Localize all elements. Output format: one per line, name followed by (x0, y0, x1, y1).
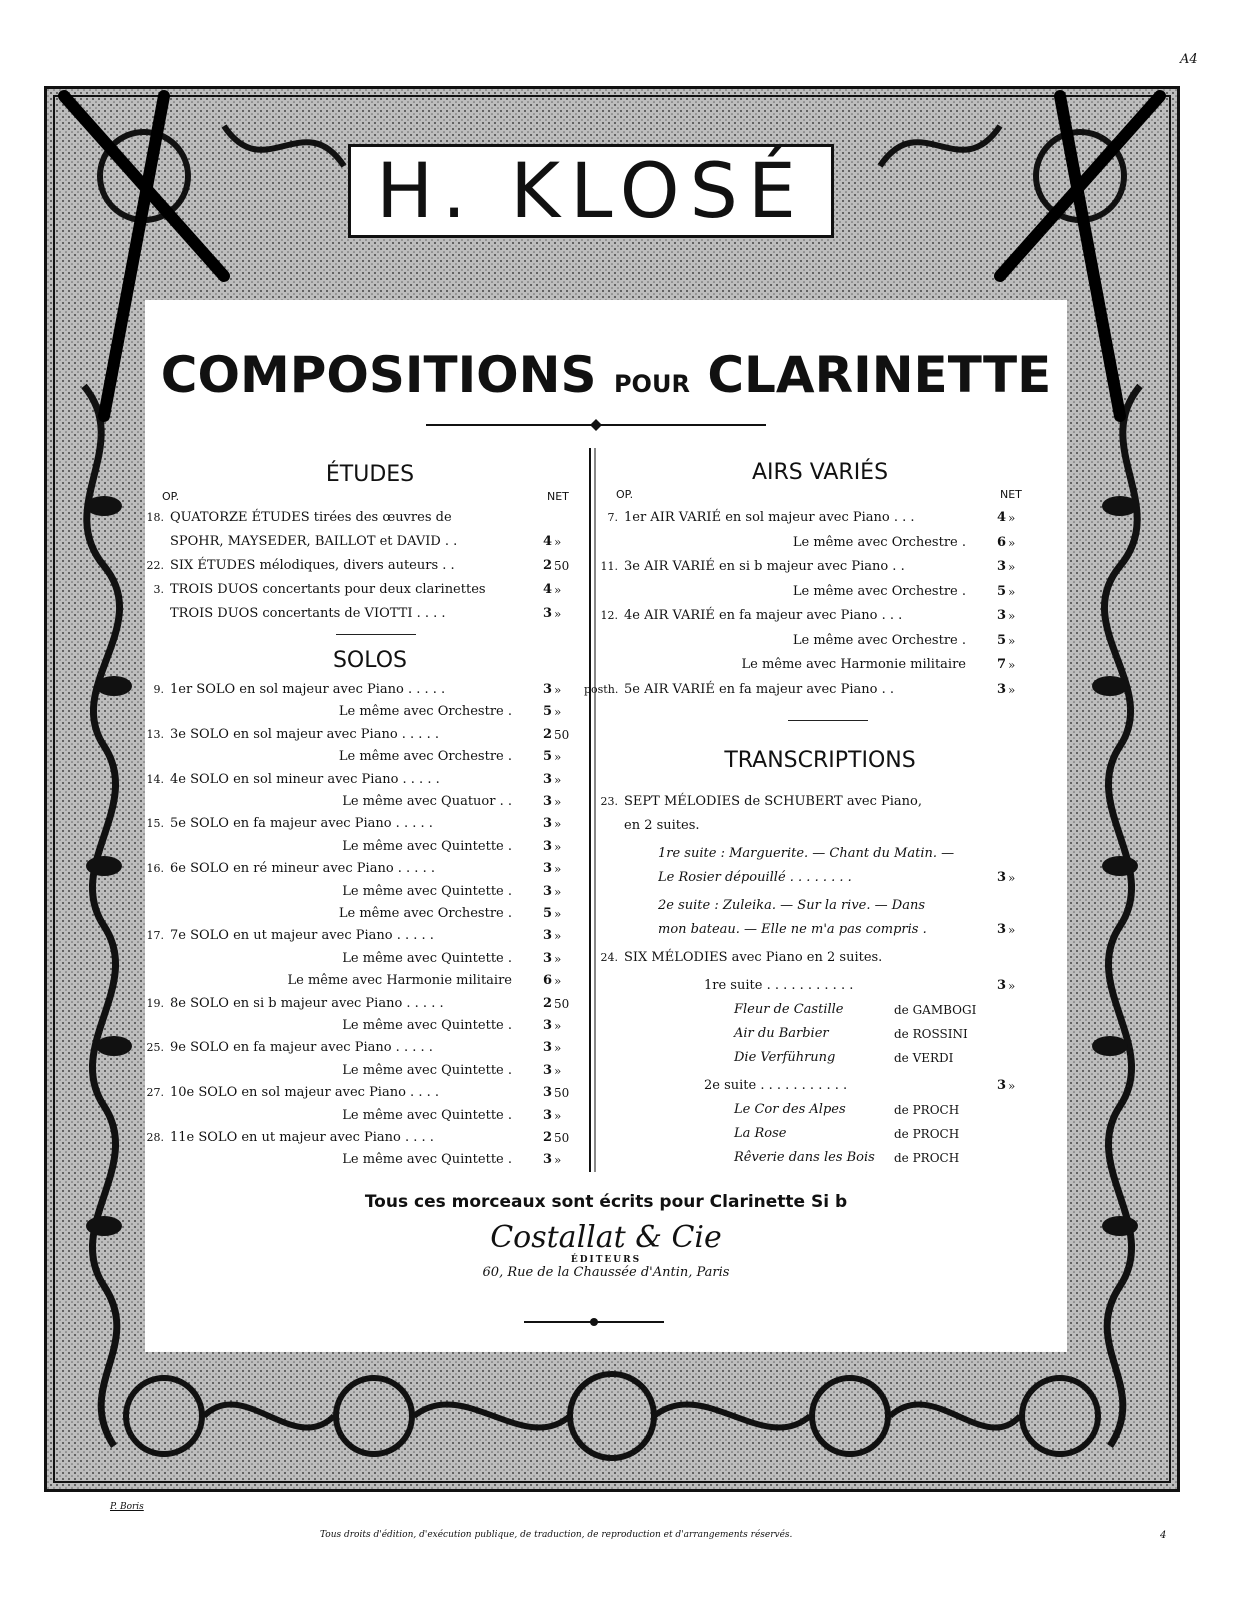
etude-row: 3. TROIS DUOS concertants pour deux clarinettes 4 » (153, 582, 562, 597)
list-row: Le même avec Quintette . 3 » (342, 950, 562, 966)
list-row: Le même avec Orchestre . 6 » (792, 534, 1016, 550)
work-row: Fleur de Castille de GAMBOGI (734, 1002, 977, 1017)
list-row: Le même avec Orchestre . 5 » (792, 632, 1016, 648)
transcription-op24: 24. SIX MÉLODIES avec Piano en 2 suites. (600, 950, 883, 965)
list-row: Le même avec Quintette . 3 » (342, 1018, 562, 1033)
list-row: 9. 1er SOLO en sol majeur avec Piano . . . . . 3 » (153, 682, 562, 697)
transcription-op23-line2: en 2 suites. (624, 818, 700, 833)
list-row: 12. 4e AIR VARIÉ en fa majeur avec Piano . . . 3 » (600, 608, 1016, 623)
list-row: 13. 3e SOLO en sol majeur avec Piano . . . . . 2 50 (146, 726, 570, 742)
list-row: Le même avec Orchestre . 5 » (338, 704, 562, 720)
list-row: Le même avec Orchestre . 5 » (338, 749, 562, 765)
list-row: Le même avec Orchestre . 5 » (792, 583, 1016, 599)
list-row: 14. 4e SOLO en sol mineur avec Piano . . . . . 3 » (146, 771, 562, 787)
list-row: posth. 5e AIR VARIÉ en fa majeur avec Piano . . 3 » (584, 681, 1016, 697)
main-title (145, 346, 1067, 404)
publisher-name: Costallat & Cie (490, 1220, 722, 1255)
title-instrument: CLARINETTE (707, 346, 1052, 404)
publisher-divider (524, 1316, 664, 1328)
etude-row: TROIS DUOS concertants de VIOTTI . . . . 3 » (170, 606, 562, 621)
transcriptions-heading: TRANSCRIPTIONS (724, 748, 916, 773)
publisher-block (145, 1220, 1067, 1280)
list-row: 11. 3e AIR VARIÉ en si b majeur avec Piano . . 3 » (600, 559, 1016, 574)
list-row: Le même avec Quintette . 3 » (342, 1107, 562, 1123)
list-row: 19. 8e SOLO en si b majeur avec Piano . . . . . 2 50 (146, 995, 570, 1011)
composer-name: H. KLOSÉ (376, 146, 806, 235)
list-row: 17. 7e SOLO en ut majeur avec Piano . . . . . 3 » (146, 928, 562, 944)
page-index: 4 (1160, 1530, 1167, 1541)
etudes-heading: ÉTUDES (325, 462, 415, 487)
engraver-signature: P. Boris (110, 1502, 144, 1512)
work-row: Air du Barbier de ROSSINI (734, 1026, 968, 1041)
footer-note: Tous ces morceaux sont écrits pour Clarinette Si b (364, 1192, 848, 1212)
airs-net-label: NET (1000, 488, 1022, 501)
list-row: 28. 11e SOLO en ut majeur avec Piano . . . . 2 50 (146, 1130, 570, 1145)
list-row: Le même avec Orchestre . 5 » (338, 906, 562, 921)
transcription-suite1: 1re suite : Marguerite. — Chant du Matin. — (658, 846, 955, 861)
title-pour: POUR (613, 370, 690, 398)
title-divider (426, 418, 766, 432)
title-main: COMPOSITIONS (160, 346, 597, 404)
work-row: Rêverie dans les Bois de PROCH (734, 1150, 960, 1165)
list-row: Le même avec Quintette . 3 » (342, 883, 562, 899)
transcription-suite2: 2e suite : Zuleika. — Sur la rive. — Dans (658, 898, 925, 913)
separator (788, 720, 868, 721)
list-row: Le même avec Quintette . 3 » (342, 1152, 562, 1168)
etudes-net-label: NET (547, 490, 569, 503)
transcription-suite2b: mon bateau. — Elle ne m'a pas compris . 3 » (658, 922, 1016, 937)
separator (336, 634, 416, 635)
list-row: Le même avec Harmonie militaire 6 » (287, 973, 562, 989)
list-row: 7. 1er AIR VARIÉ en sol majeur avec Piano . . . 4 » (607, 510, 1016, 525)
etude-row: 18. QUATORZE ÉTUDES tirées des œuvres de (146, 510, 452, 525)
title-plate (348, 144, 834, 238)
publisher-sub: ÉDITEURS (570, 1255, 642, 1265)
transcription-suite1b: Le Rosier dépouillé . . . . . . . . 3 » (658, 870, 1016, 885)
publisher-address: 60, Rue de la Chaussée d'Antin, Paris (482, 1265, 730, 1280)
list-row: 27. 10e SOLO en sol majeur avec Piano . . . . 3 50 (146, 1085, 570, 1101)
etudes-op-label: OP. (162, 490, 180, 503)
work-row: Die Verführung de VERDI (734, 1050, 954, 1065)
airs-op-label: OP. (616, 488, 634, 501)
list-row: Le même avec Quintette . 3 » (342, 1062, 562, 1078)
list-row: Le même avec Harmonie militaire 7 » (741, 657, 1016, 672)
rights-notice: Tous droits d'édition, d'exécution publique, de traduction, de reproduction et d'arrangements réservés. (320, 1530, 793, 1540)
corner-mark: A4 (1180, 52, 1198, 67)
list-row: 25. 9e SOLO en fa majeur avec Piano . . . . . 3 » (146, 1040, 562, 1056)
transcription-op23: 23. SEPT MÉLODIES de SCHUBERT avec Piano, (600, 794, 923, 809)
work-row: La Rose de PROCH (734, 1126, 960, 1141)
list-row: 16. 6e SOLO en ré mineur avec Piano . . . . . 3 » (146, 861, 562, 877)
transcription-op24-suite1: 1re suite . . . . . . . . . . . 3 » (704, 978, 1016, 993)
list-row: Le même avec Quatuor . . 3 » (342, 794, 562, 809)
transcription-op24-suite2: 2e suite . . . . . . . . . . . 3 » (704, 1078, 1016, 1093)
list-row: Le même avec Quintette . 3 » (342, 838, 562, 854)
work-row: Le Cor des Alpes de PROCH (734, 1102, 960, 1117)
list-row: 15. 5e SOLO en fa majeur avec Piano . . . . . 3 » (146, 816, 562, 832)
etude-row: 22. SIX ÉTUDES mélodiques, divers auteurs . . 2 50 (146, 558, 570, 573)
airs-heading: AIRS VARIÉS (751, 460, 889, 485)
etude-row: SPOHR, MAYSEDER, BAILLOT et DAVID . . 4 » (170, 534, 562, 549)
solos-heading: SOLOS (332, 648, 408, 673)
